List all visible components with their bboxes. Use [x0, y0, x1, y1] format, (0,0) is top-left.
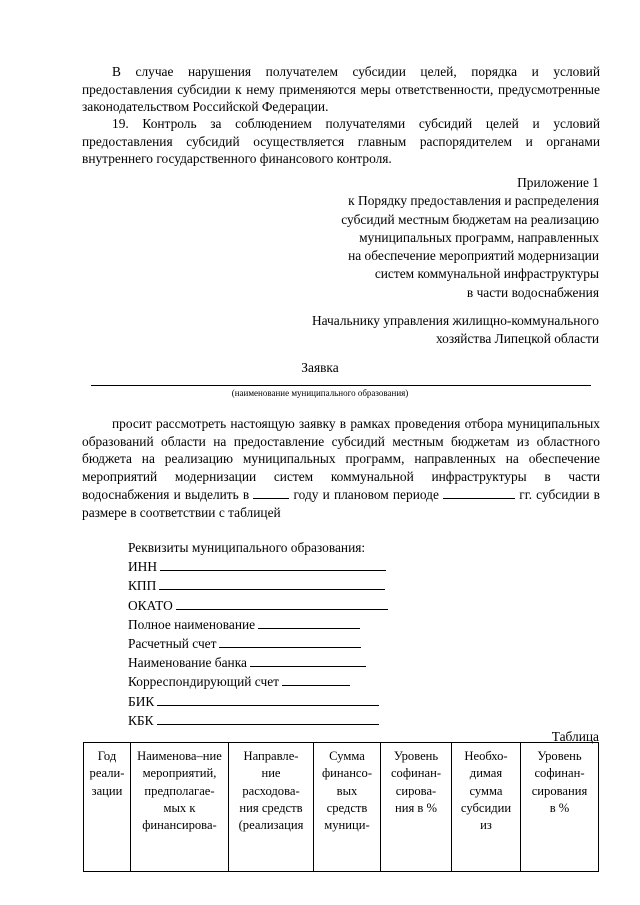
- requisite-bank: [128, 653, 388, 672]
- header-cell-line: расходова-: [242, 783, 300, 798]
- requisite-label: ИНН: [128, 559, 158, 575]
- requisites-heading: Реквизиты муниципального образования:: [128, 540, 366, 555]
- requisite-label: Расчетный счет: [128, 636, 217, 652]
- requisite-inn: [128, 557, 388, 576]
- addressee-line: хозяйства Липецкой области: [435, 331, 599, 346]
- annex-header: [341, 174, 599, 302]
- application-body-part3: гг. субсидии в размере в соответствии с таблицей: [82, 486, 601, 520]
- application-body-part2: году и плановом периоде: [289, 486, 444, 502]
- header-cell-line: муници-: [324, 818, 370, 833]
- header-cell-line: зации: [91, 783, 123, 798]
- table-caption: Таблица: [551, 729, 599, 744]
- header-cell-line: софинан-: [390, 766, 442, 781]
- header-cell-line: сумма: [469, 783, 503, 798]
- annex-line: муниципальных программ, направленных: [359, 229, 599, 245]
- municipality-name-line: [91, 385, 591, 386]
- requisite-bik: [128, 692, 388, 711]
- header-cell-line: софинан-: [534, 766, 585, 781]
- header-cell-line: сирова-: [395, 783, 437, 798]
- paragraph-19-control: 19. Контроль за соблюдением получателями субсидий целей и условий предоставления субсидий осуществляется главным распорядителем и органами внутреннего государственного финансового контроля.: [82, 116, 600, 166]
- table-header-row: [84, 743, 599, 872]
- application-body-part1: просит рассмотреть настоящую заявку в рамках проведения отбора муниципальных образований области на предоставление субсидий местным бюджетам из областного бюджета на реализацию муниципальных программ, направленных на обеспечение мероприятий модернизации систем коммунальной инфраструктуры в части водоснабжения и выделить в: [82, 416, 600, 502]
- requisite-full-name: [128, 615, 388, 634]
- header-cell-year: [84, 743, 131, 872]
- header-cell-line: Наименова–ние: [137, 749, 222, 763]
- period-blank: [443, 487, 515, 499]
- application-body: [82, 415, 600, 521]
- header-cell-cofinancing-level: [381, 743, 452, 872]
- header-cell-line: Сумма: [329, 749, 365, 763]
- header-cell-direction: [229, 743, 314, 872]
- requisite-fill-line: [159, 577, 385, 590]
- header-cell-line: предполагае-: [144, 783, 215, 798]
- header-cell-line: средств: [326, 800, 368, 815]
- requisite-account: [128, 634, 388, 653]
- header-cell-cofinancing-level-2: [521, 743, 599, 872]
- header-cell-line: Направле-: [243, 749, 299, 763]
- requisite-fill-line: [282, 673, 350, 686]
- requisite-fill-line: [160, 558, 386, 571]
- header-cell-line: Уровень: [393, 749, 439, 763]
- annex-line: к Порядку предоставления и распределения: [348, 193, 599, 209]
- header-cell-line: ния в %: [394, 800, 437, 815]
- header-cell-line: Год: [97, 749, 117, 763]
- requisite-label: Корреспондирующий счет: [128, 674, 279, 690]
- header-cell-line: Необхо-: [464, 749, 508, 763]
- header-cell-line: ние: [261, 766, 281, 781]
- header-cell-line: мых к: [163, 800, 196, 815]
- header-cell-line: сирования: [531, 783, 588, 798]
- addressee-block: [312, 312, 599, 348]
- header-cell-line: (реализация: [238, 818, 304, 833]
- header-cell-amount: [314, 743, 381, 872]
- header-cell-required-subsidy: [452, 743, 521, 872]
- header-cell-line: димая: [469, 766, 503, 781]
- requisite-fill-line: [176, 597, 388, 610]
- requisite-fill-line: [219, 635, 361, 648]
- requisite-kpp: [128, 576, 388, 595]
- header-cell-line: субсидии: [460, 800, 512, 815]
- header-cell-line: из: [480, 818, 492, 833]
- requisite-label: ОКАТО: [128, 597, 173, 613]
- addressee-line: Начальнику управления жилищно-коммунального: [311, 313, 599, 328]
- annex-line: систем коммунальной инфраструктуры: [374, 266, 599, 282]
- annex-line: на обеспечение мероприятий модернизации: [348, 248, 599, 264]
- requisites-block: [128, 538, 388, 730]
- annex-line: Приложение 1: [517, 175, 599, 190]
- municipality-name-caption: (наименование муниципального образования): [231, 388, 409, 398]
- subsidy-table: [83, 742, 599, 872]
- requisite-label: КПП: [128, 578, 157, 594]
- requisite-fill-line: [250, 654, 366, 667]
- requisite-fill-line: [258, 616, 360, 629]
- header-cell-line: финансирова-: [142, 818, 217, 833]
- requisite-fill-line: [157, 693, 379, 706]
- header-cell-line: в %: [549, 800, 570, 815]
- requisite-kbk: [128, 711, 388, 730]
- annex-line: субсидий местным бюджетам на реализацию: [341, 211, 599, 227]
- requisite-okato: [128, 596, 388, 615]
- requisite-fill-line: [157, 712, 379, 725]
- requisite-label: Полное наименование: [128, 616, 256, 632]
- header-cell-line: вых: [336, 783, 358, 798]
- application-title: Заявка: [301, 360, 339, 375]
- header-cell-line: реали-: [89, 766, 125, 781]
- header-cell-measures: [131, 743, 229, 872]
- year-blank: [253, 487, 289, 499]
- annex-line: в части водоснабжения: [466, 284, 599, 300]
- requisite-corr-account: [128, 672, 388, 691]
- header-cell-line: финансо-: [321, 766, 373, 781]
- requisite-label: БИК: [128, 693, 155, 709]
- header-cell-line: мероприятий,: [142, 766, 217, 781]
- header-cell-line: ния средств: [239, 800, 303, 815]
- requisite-label: КБК: [128, 712, 154, 728]
- paragraph-violation-liability: В случае нарушения получателем субсидии целей, порядка и условий предоставления субсидии к нему применяются меры ответственности, предусмотренные законодательством Российской Федерации.: [82, 64, 600, 114]
- requisite-label: Наименование банка: [128, 655, 247, 671]
- header-cell-line: Уровень: [537, 749, 582, 763]
